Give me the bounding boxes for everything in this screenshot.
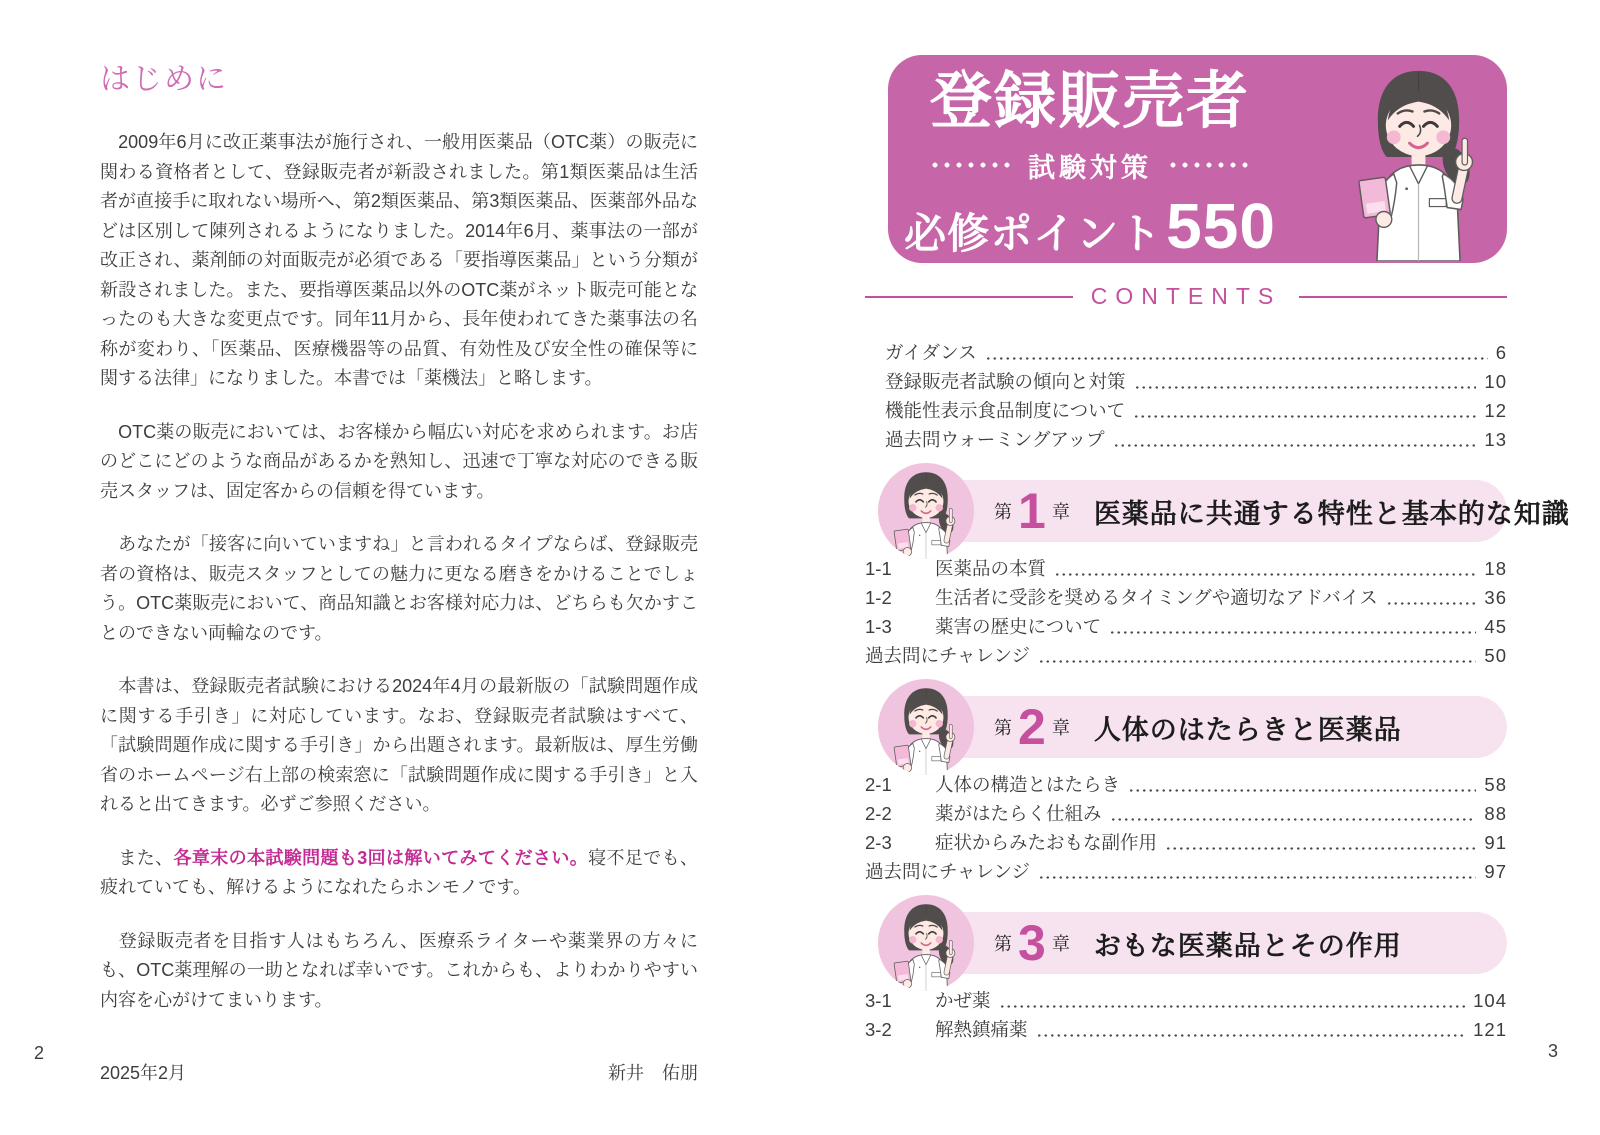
chapter-suffix: 章 [1051,718,1070,738]
right-page-number: 3 [1548,1041,1559,1061]
chapter-number: 1 [1018,483,1046,539]
text-segment: また、 [100,847,174,868]
section-number: 3-2 [865,1019,892,1040]
toc-label: 薬害の歴史について [935,616,1102,637]
chapter-number: 2 [1018,699,1046,755]
toc-page-number: 36 [1484,587,1507,608]
text-segment: OTC薬の販売においては、お客様から幅広い対応を求められます。お店のどこにどのような商品があるかを熟知し、迅速で丁寧な対応のできる販売スタッフは、固定客からの信頼を得ています。 [100,421,698,501]
toc-label: 過去問ウォーミングアップ [885,429,1105,450]
intro-paragraphs [100,128,698,1015]
toc-label: 薬がはたらく仕組み [935,803,1102,824]
paragraph [100,128,698,394]
pharmacist-illustration-icon [1344,63,1493,261]
paragraph [100,418,698,507]
chapter-banner [910,480,1570,542]
chapter-banner [910,696,1507,758]
chapter-avatar [878,463,974,559]
section-number: 2-3 [865,832,892,853]
toc-page-number: 97 [1484,861,1507,882]
chapter-toc-row [865,641,1507,670]
chapter-avatar [878,679,974,775]
cover-subtitle: 試験対策 [1028,152,1152,183]
toc-page-number: 88 [1484,803,1507,824]
contents-label: CONTENTS [1090,283,1282,309]
dotted-rule-right [1164,162,1254,168]
toc-page-number: 6 [1495,342,1507,363]
rule-right [1299,296,1507,298]
signature-row [100,1059,698,1085]
toc-label: ガイダンス [885,342,977,363]
leader-dots [1054,573,1476,576]
toc-page-number: 13 [1484,429,1507,450]
toc-label: 過去問にチャレンジ [865,645,1031,666]
toc-row [885,396,1507,425]
chapter-title: 医薬品に共通する特性と基本的な知識 [1093,498,1570,529]
cover-title: 登録販売者 [929,67,1250,136]
cover-text [904,67,1276,263]
toc-label: 症状からみたおもな副作用 [935,832,1158,853]
text-segment: 寝不足でも、疲れていても、解けるようになれたらホンモノです。 [100,847,698,897]
section-number: 1-3 [865,616,892,637]
pharmacist-avatar-icon [886,900,966,991]
leader-dots [1386,602,1477,605]
publication-date: 2025年2月 [100,1063,187,1083]
leader-dots [1038,876,1476,879]
chapter-section [865,696,1507,886]
toc-page-number: 121 [1473,1019,1507,1040]
chapter-number: 3 [1018,915,1046,971]
chapter-banner [910,912,1507,974]
text-segment: あなたが「接客に向いていますね」と言われるタイプならば、登録販売者の資格は、販売スタッフとしての魅力に更なる磨きをかけることでしょう。OTC薬販売において、商品知識とお客様対応力は、どちらも欠かすことのできない両輪なのです。 [100,534,698,643]
chapter-prefix: 第 [994,934,1012,954]
chapter-toc-row [865,554,1507,583]
cover-banner [888,55,1507,263]
toc-page-number: 12 [1484,400,1507,421]
chapter-avatar [878,895,974,991]
contents-header [865,283,1507,310]
paragraph [100,530,698,648]
chapter-suffix: 章 [1051,934,1070,954]
intro-page [100,54,698,1085]
rule-left [865,296,1073,298]
toc-label: 機能性表示食品制度について [885,400,1126,421]
contents-page [865,55,1570,1044]
page-title: はじめに [100,63,228,96]
toc-row [885,367,1507,396]
chapter-rows [865,554,1507,670]
chapter-toc-row [865,1015,1507,1044]
paragraph [100,672,698,820]
toc-page-number: 104 [1473,990,1507,1011]
leader-dots [1133,415,1476,418]
text-segment: 本書は、登録販売者試験における2024年4月の最新版の「試験問題作成に関する手引き」に対応しています。なお、登録販売者試験はすべて、「試験問題作成に関する手引き」から出題されます。最新版は、厚生労働省のホームページ右上部の検索窓に「試験問題作成に関する手引き」と入れると出てきます。必ずご参照ください。 [100,676,698,814]
leader-dots [1113,444,1477,447]
leader-dots [999,1005,1466,1008]
chapter-prefix: 第 [994,502,1012,522]
section-number: 1-2 [865,587,892,608]
front-toc [885,338,1507,454]
toc-label: 医薬品の本質 [935,558,1047,579]
toc-label: 過去問にチャレンジ [865,861,1031,882]
leader-dots [1110,818,1477,821]
paragraph [100,927,698,1016]
chapter-toc-row [865,612,1507,641]
leader-dots [1038,660,1476,663]
chapter-rows [865,770,1507,886]
chapter-title: 人体のはたらきと医薬品 [1093,714,1402,745]
author-name: 新井 佑朋 [608,1063,698,1083]
text-segment: 登録販売者を目指す人はもちろん、医療系ライターや薬業界の方々にも、OTC薬理解の一助となれば幸いです。これからも、よりわかりやすい内容を心がけてまいります。 [100,930,698,1010]
section-number: 2-2 [865,803,892,824]
toc-page-number: 50 [1484,645,1507,666]
toc-page-number: 45 [1484,616,1507,637]
toc-label: 生活者に受診を奨めるタイミングや適切なアドバイス [935,587,1378,608]
cover-series: 必修ポイント [904,209,1163,257]
toc-row [885,338,1507,367]
pharmacist-avatar-icon [886,684,966,775]
chapter-toc-row [865,986,1507,1015]
paragraph [100,844,698,903]
highlight-text: 各章末の本試験問題も3回は解いてみてください。 [173,847,589,868]
chapter-section [865,480,1570,670]
section-number: 1-1 [865,558,892,579]
toc-page-number: 58 [1484,774,1507,795]
leader-dots [985,357,1488,360]
toc-page-number: 10 [1484,371,1507,392]
chapter-toc-row [865,583,1507,612]
cover-series-row [904,189,1276,263]
toc-label: 解熱鎮痛薬 [935,1019,1028,1040]
toc-row [885,425,1507,454]
chapter-toc-row [865,770,1507,799]
toc-label: 人体の構造とはたらき [935,774,1121,795]
leader-dots [1165,847,1476,850]
cover-number: 550 [1166,189,1276,262]
cover-subtitle-row [916,146,1264,185]
pharmacist-avatar-icon [886,468,966,559]
chapter-toc-row [865,799,1507,828]
chapters [865,480,1570,1044]
leader-dots [1109,631,1476,634]
leader-dots [1128,789,1476,792]
toc-label: かぜ薬 [935,990,991,1011]
chapter-title: おもな医薬品とその作用 [1093,930,1402,961]
toc-page-number: 91 [1484,832,1507,853]
section-number: 3-1 [865,990,892,1011]
left-page-number: 2 [34,1043,45,1063]
leader-dots [1036,1034,1466,1037]
text-segment: 2009年6月に改正薬事法が施行され、一般用医薬品（OTC薬）の販売に関わる資格者として、登録販売者が新設されました。第1類医薬品は生活者が直接手に取れない場所へ、第2類医薬品、第3類医薬品、医薬部外品などは区別して陳列されるようになりました。2014年6月、薬事法の一部が改正され、薬剤師の対面販売が必須である「要指導医薬品」という分類が新設されました。また、要指導医薬品以外のOTC薬がネット販売可能となったのも大きな変更点です。同年11月から、長年使われてきた薬事法の名称が変わり、「医薬品、医療機器等の品質、有効性及び安全性の確保等に関する法律」になりました。本書では「薬機法」と略します。 [100,132,698,388]
section-number: 2-1 [865,774,892,795]
chapter-toc-row [865,857,1507,886]
chapter-section [865,912,1507,1044]
chapter-toc-row [865,828,1507,857]
toc-page-number: 18 [1484,558,1507,579]
toc-label: 登録販売者試験の傾向と対策 [885,371,1126,392]
chapter-rows [865,986,1507,1044]
dotted-rule-left [926,162,1016,168]
chapter-prefix: 第 [994,718,1012,738]
leader-dots [1134,386,1477,389]
chapter-suffix: 章 [1051,502,1070,522]
